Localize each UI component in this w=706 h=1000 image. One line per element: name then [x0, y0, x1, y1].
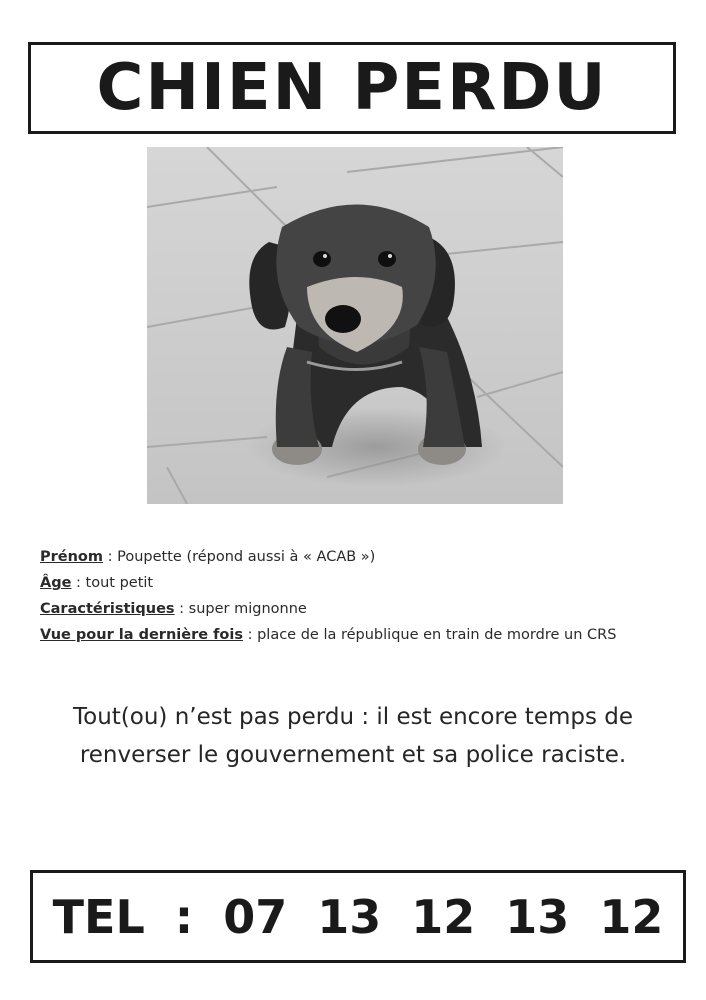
detail-separator: : [103, 549, 118, 565]
slogan-line: Tout(ou) n’est pas perdu : il est encore temps de [72, 704, 634, 730]
dog-illustration [147, 147, 563, 504]
detail-separator: : [71, 575, 86, 591]
phone-box [30, 870, 686, 963]
detail-name-row [40, 544, 680, 570]
detail-value: place de la république en train de mordre un CRS [257, 627, 617, 643]
detail-value: tout petit [85, 575, 154, 591]
detail-separator: : [242, 627, 258, 643]
dog-photo [147, 147, 563, 504]
detail-label: Caractéristiques [40, 601, 175, 617]
detail-label: Âge [40, 575, 72, 591]
detail-last-seen-row [40, 622, 680, 648]
detail-label: Vue pour la dernière fois [40, 627, 243, 643]
phone-separator: : [174, 889, 194, 944]
dog-details [40, 544, 680, 648]
detail-age-row [40, 570, 680, 596]
detail-label: Prénom [40, 549, 104, 565]
slogan-line: renverser le gouvernement et sa police raciste. [79, 742, 627, 768]
slogan [20, 698, 686, 774]
phone-number: 07 13 12 13 12 [223, 889, 664, 944]
title-box [28, 42, 676, 134]
page-title: CHIEN PERDU [96, 51, 608, 125]
phone-label: TEL [52, 889, 145, 944]
detail-traits-row [40, 596, 680, 622]
detail-value: Poupette (répond aussi à « ACAB ») [117, 549, 376, 565]
detail-value: super mignonne [188, 601, 307, 617]
detail-separator: : [174, 601, 189, 617]
